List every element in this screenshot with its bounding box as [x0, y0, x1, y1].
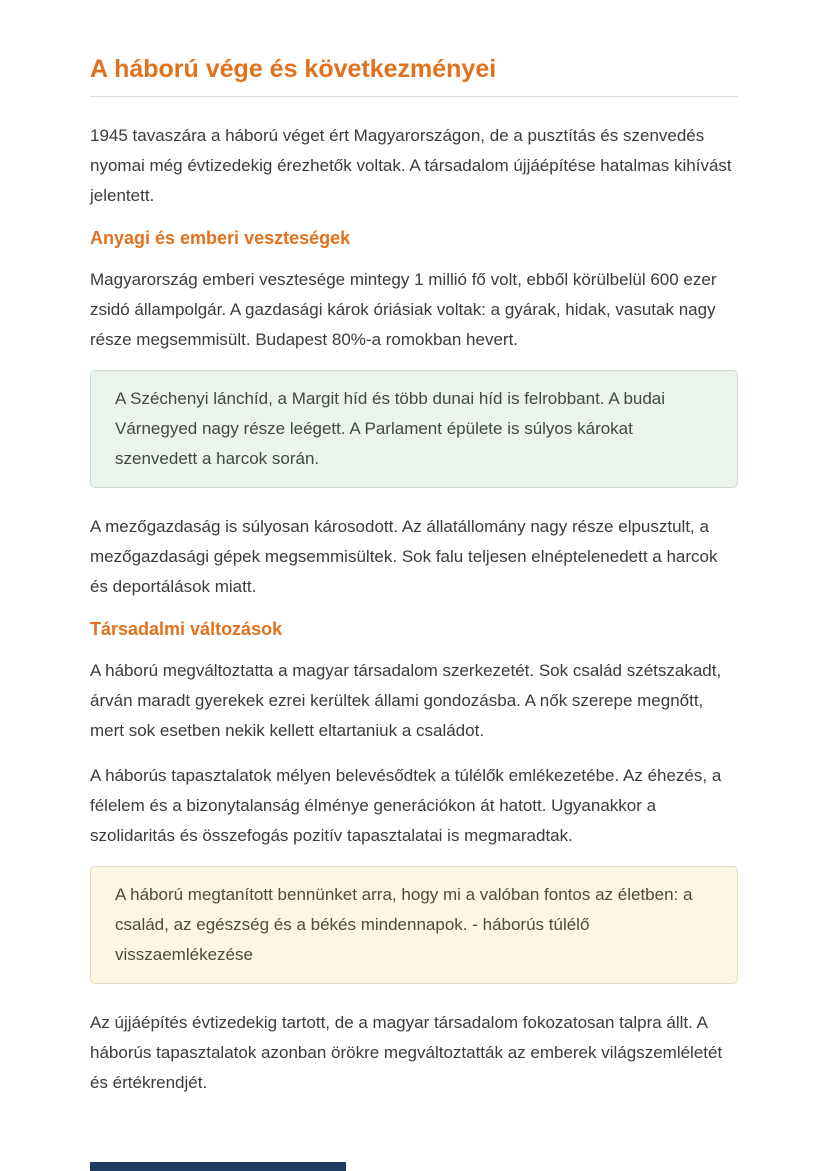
social-paragraph-2: A háborús tapasztalatok mélyen belevésődtek a túlélők emlékezetébe. Az éhezés, a félelem és a bizonytalanság élménye generációkon át hatott. Ugyanakkor a szolidaritás és összefogás pozitív tapasztalatai is megmaradtak.: [90, 766, 722, 845]
page-title: A háború vége és következményei: [90, 55, 497, 83]
intro-paragraph: 1945 tavaszára a háború véget ért Magyarországon, de a pusztítás és szenvedés nyomai még évtizedekig érezhetők voltak. A társadalom újjáépítése hatalmas kihívást jelentett.: [90, 126, 732, 205]
title-divider: [90, 96, 738, 97]
section-heading-losses: Anyagi és emberi veszteségek: [90, 228, 351, 248]
conclusion-paragraph: Az újjáépítés évtizedekig tartott, de a magyar társadalom fokozatosan talpra állt. A háborús tapasztalatok azonban örökre megváltoztatták az emberek világszemléletét és értékrendjét.: [90, 1013, 723, 1092]
quote-box-yellow: A háború megtanított bennünket arra, hogy mi a valóban fontos az életben: a család, az egészség és a békés mindennapok. - háborús túlélő visszaemlékezése: [90, 866, 738, 984]
section-heading-social: Társadalmi változások: [90, 619, 283, 639]
clipped-next-section-bar: [90, 1162, 346, 1171]
highlight-box-green: A Széchenyi lánchíd, a Margit híd és több dunai híd is felrobbant. A budai Várnegyed nagy része leégett. A Parlament épülete is súlyos károkat szenvedett a harcok során.: [90, 370, 738, 488]
losses-paragraph-1: Magyarország emberi vesztesége mintegy 1 millió fő volt, ebből körülbelül 600 ezer zsidó állampolgár. A gazdasági károk óriásiak voltak: a gyárak, hidak, vasutak nagy része megsemmisült. Budapest 80%-a romokban hevert.: [90, 270, 717, 349]
social-paragraph-1: A háború megváltoztatta a magyar társadalom szerkezetét. Sok család szétszakadt, árván maradt gyerekek ezrei kerültek állami gondozásba. A nők szerepe megnőtt, mert sok esetben nekik kellett eltartaniuk a családot.: [90, 661, 722, 740]
losses-paragraph-2: A mezőgazdaság is súlyosan károsodott. Az állatállomány nagy része elpusztult, a mezőgazdasági gépek megsemmisültek. Sok falu teljesen elnéptelenedett a harcok és deportálások miatt.: [90, 517, 718, 596]
